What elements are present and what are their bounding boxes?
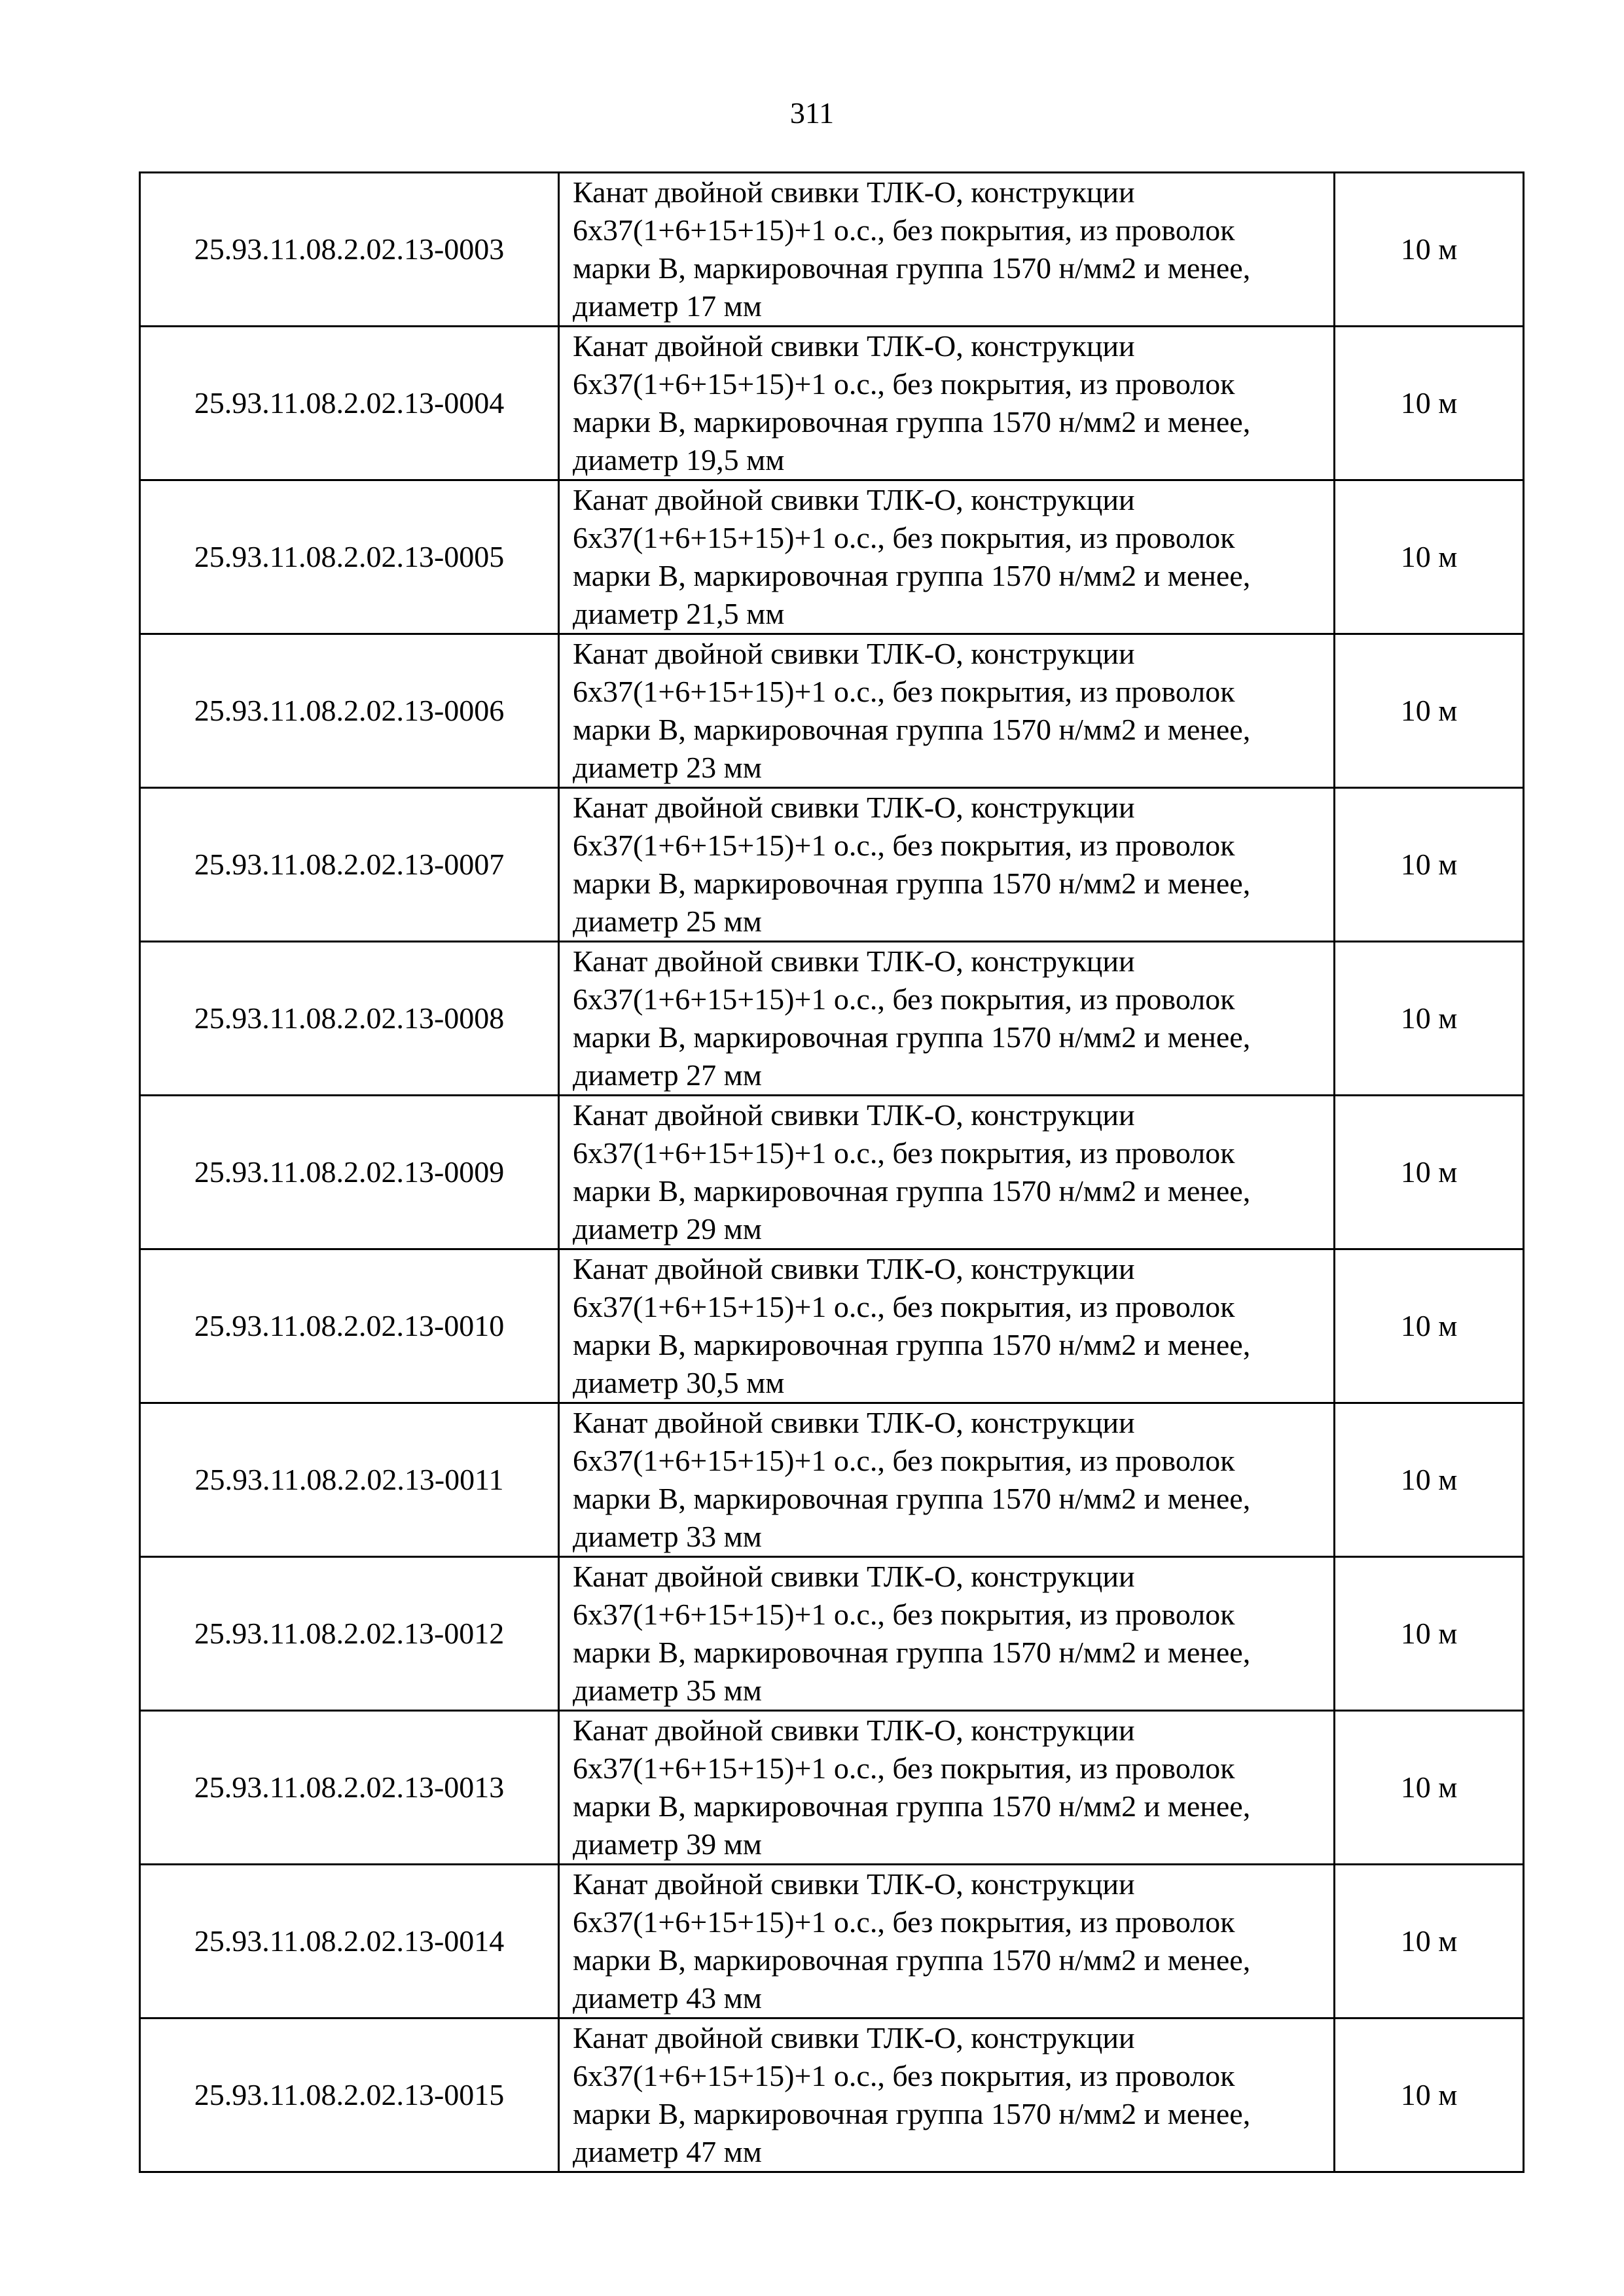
resource-description-cell	[559, 1711, 1335, 1865]
description-line: 6х37(1+6+15+15)+1 о.с., без покрытия, из проволок	[573, 2059, 1235, 2092]
unit-cell: 10 м	[1335, 634, 1524, 788]
resource-description-cell	[559, 942, 1335, 1096]
resource-description-cell	[559, 480, 1335, 634]
description-line: марки В, маркировочная группа 1570 н/мм2 и менее,	[573, 1943, 1251, 1977]
resource-code-cell: 25.93.11.08.2.02.13-0003	[140, 173, 559, 327]
resource-code-cell: 25.93.11.08.2.02.13-0004	[140, 327, 559, 480]
table-row	[140, 2018, 1524, 2172]
resource-code-cell: 25.93.11.08.2.02.13-0011	[140, 1403, 559, 1557]
table-row	[140, 327, 1524, 480]
resource-description-cell	[559, 634, 1335, 788]
description-line: 6х37(1+6+15+15)+1 о.с., без покрытия, из проволок	[573, 1905, 1235, 1939]
unit-cell: 10 м	[1335, 1557, 1524, 1711]
description-line: марки В, маркировочная группа 1570 н/мм2 и менее,	[573, 713, 1251, 746]
description-line: диаметр 23 мм	[573, 751, 762, 784]
table-row	[140, 173, 1524, 327]
description-line: марки В, маркировочная группа 1570 н/мм2 и менее,	[573, 1789, 1251, 1823]
description-line: диаметр 47 мм	[573, 2135, 762, 2168]
description-line: диаметр 33 мм	[573, 1520, 762, 1553]
unit-cell: 10 м	[1335, 2018, 1524, 2172]
resource-code-cell: 25.93.11.08.2.02.13-0013	[140, 1711, 559, 1865]
description-line: диаметр 21,5 мм	[573, 597, 785, 630]
resource-code-cell: 25.93.11.08.2.02.13-0005	[140, 480, 559, 634]
description-line: марки В, маркировочная группа 1570 н/мм2 и менее,	[573, 1020, 1251, 1054]
description-line: диаметр 27 мм	[573, 1058, 762, 1092]
page-number: 311	[789, 96, 835, 130]
description-line: Канат двойной свивки ТЛК-О, конструкции	[573, 637, 1135, 670]
resource-code-cell: 25.93.11.08.2.02.13-0007	[140, 788, 559, 942]
description-line: 6х37(1+6+15+15)+1 о.с., без покрытия, из проволок	[573, 829, 1235, 862]
resource-description-cell	[559, 327, 1335, 480]
table-row	[140, 480, 1524, 634]
table-row	[140, 634, 1524, 788]
description-line: диаметр 29 мм	[573, 1212, 762, 1246]
description-line: марки В, маркировочная группа 1570 н/мм2 и менее,	[573, 251, 1251, 285]
description-line: марки В, маркировочная группа 1570 н/мм2 и менее,	[573, 405, 1251, 439]
description-line: 6х37(1+6+15+15)+1 о.с., без покрытия, из проволок	[573, 367, 1235, 401]
description-line: диаметр 35 мм	[573, 1674, 762, 1707]
resource-table	[139, 171, 1525, 2173]
table-row	[140, 1403, 1524, 1557]
description-line: диаметр 25 мм	[573, 905, 762, 938]
unit-cell: 10 м	[1335, 173, 1524, 327]
unit-cell: 10 м	[1335, 788, 1524, 942]
unit-cell: 10 м	[1335, 1711, 1524, 1865]
unit-cell: 10 м	[1335, 1096, 1524, 1249]
description-line: 6х37(1+6+15+15)+1 о.с., без покрытия, из проволок	[573, 1290, 1235, 1323]
description-line: 6х37(1+6+15+15)+1 о.с., без покрытия, из проволок	[573, 1444, 1235, 1477]
unit-cell: 10 м	[1335, 942, 1524, 1096]
table-row	[140, 788, 1524, 942]
description-line: диаметр 17 мм	[573, 289, 762, 323]
table-row	[140, 1557, 1524, 1711]
description-line: Канат двойной свивки ТЛК-О, конструкции	[573, 1098, 1135, 1132]
resource-description-cell	[559, 173, 1335, 327]
resource-description-cell	[559, 1249, 1335, 1403]
resource-description-cell	[559, 1403, 1335, 1557]
table-row	[140, 1096, 1524, 1249]
description-line: Канат двойной свивки ТЛК-О, конструкции	[573, 329, 1135, 363]
description-line: Канат двойной свивки ТЛК-О, конструкции	[573, 1867, 1135, 1901]
resource-description-cell	[559, 1557, 1335, 1711]
description-line: 6х37(1+6+15+15)+1 о.с., без покрытия, из проволок	[573, 675, 1235, 708]
description-line: 6х37(1+6+15+15)+1 о.с., без покрытия, из проволок	[573, 1751, 1235, 1785]
resource-code-cell: 25.93.11.08.2.02.13-0008	[140, 942, 559, 1096]
description-line: Канат двойной свивки ТЛК-О, конструкции	[573, 2021, 1135, 2054]
description-line: марки В, маркировочная группа 1570 н/мм2 и менее,	[573, 867, 1251, 900]
resource-code-cell: 25.93.11.08.2.02.13-0009	[140, 1096, 559, 1249]
description-line: диаметр 19,5 мм	[573, 443, 785, 476]
resource-description-cell	[559, 788, 1335, 942]
description-line: 6х37(1+6+15+15)+1 о.с., без покрытия, из проволок	[573, 982, 1235, 1016]
description-line: диаметр 43 мм	[573, 1981, 762, 2015]
resource-code-cell: 25.93.11.08.2.02.13-0006	[140, 634, 559, 788]
table-row	[140, 942, 1524, 1096]
unit-cell: 10 м	[1335, 1403, 1524, 1557]
table-row	[140, 1865, 1524, 2018]
resource-code-cell: 25.93.11.08.2.02.13-0015	[140, 2018, 559, 2172]
unit-cell: 10 м	[1335, 327, 1524, 480]
description-line: Канат двойной свивки ТЛК-О, конструкции	[573, 175, 1135, 209]
description-line: 6х37(1+6+15+15)+1 о.с., без покрытия, из проволок	[573, 213, 1235, 247]
table-row	[140, 1711, 1524, 1865]
description-line: марки В, маркировочная группа 1570 н/мм2 и менее,	[573, 2097, 1251, 2130]
description-line: марки В, маркировочная группа 1570 н/мм2 и менее,	[573, 1174, 1251, 1208]
description-line: диаметр 39 мм	[573, 1827, 762, 1861]
description-line: диаметр 30,5 мм	[573, 1366, 785, 1399]
table-row	[140, 1249, 1524, 1403]
description-line: Канат двойной свивки ТЛК-О, конструкции	[573, 944, 1135, 978]
description-line: Канат двойной свивки ТЛК-О, конструкции	[573, 1406, 1135, 1439]
resource-code-cell: 25.93.11.08.2.02.13-0014	[140, 1865, 559, 2018]
description-line: Канат двойной свивки ТЛК-О, конструкции	[573, 1252, 1135, 1285]
unit-cell: 10 м	[1335, 480, 1524, 634]
unit-cell: 10 м	[1335, 1865, 1524, 2018]
description-line: марки В, маркировочная группа 1570 н/мм2 и менее,	[573, 559, 1251, 592]
resource-description-cell	[559, 1865, 1335, 2018]
description-line: 6х37(1+6+15+15)+1 о.с., без покрытия, из проволок	[573, 1136, 1235, 1170]
description-line: Канат двойной свивки ТЛК-О, конструкции	[573, 483, 1135, 516]
description-line: Канат двойной свивки ТЛК-О, конструкции	[573, 1560, 1135, 1593]
resource-description-cell	[559, 1096, 1335, 1249]
description-line: 6х37(1+6+15+15)+1 о.с., без покрытия, из проволок	[573, 1598, 1235, 1631]
resource-description-cell	[559, 2018, 1335, 2172]
resource-code-cell: 25.93.11.08.2.02.13-0012	[140, 1557, 559, 1711]
resource-code-cell: 25.93.11.08.2.02.13-0010	[140, 1249, 559, 1403]
description-line: 6х37(1+6+15+15)+1 о.с., без покрытия, из проволок	[573, 521, 1235, 554]
description-line: Канат двойной свивки ТЛК-О, конструкции	[573, 1713, 1135, 1747]
description-line: марки В, маркировочная группа 1570 н/мм2 и менее,	[573, 1482, 1251, 1515]
description-line: Канат двойной свивки ТЛК-О, конструкции	[573, 791, 1135, 824]
description-line: марки В, маркировочная группа 1570 н/мм2 и менее,	[573, 1328, 1251, 1361]
table-body	[140, 173, 1524, 2172]
unit-cell: 10 м	[1335, 1249, 1524, 1403]
description-line: марки В, маркировочная группа 1570 н/мм2 и менее,	[573, 1636, 1251, 1669]
